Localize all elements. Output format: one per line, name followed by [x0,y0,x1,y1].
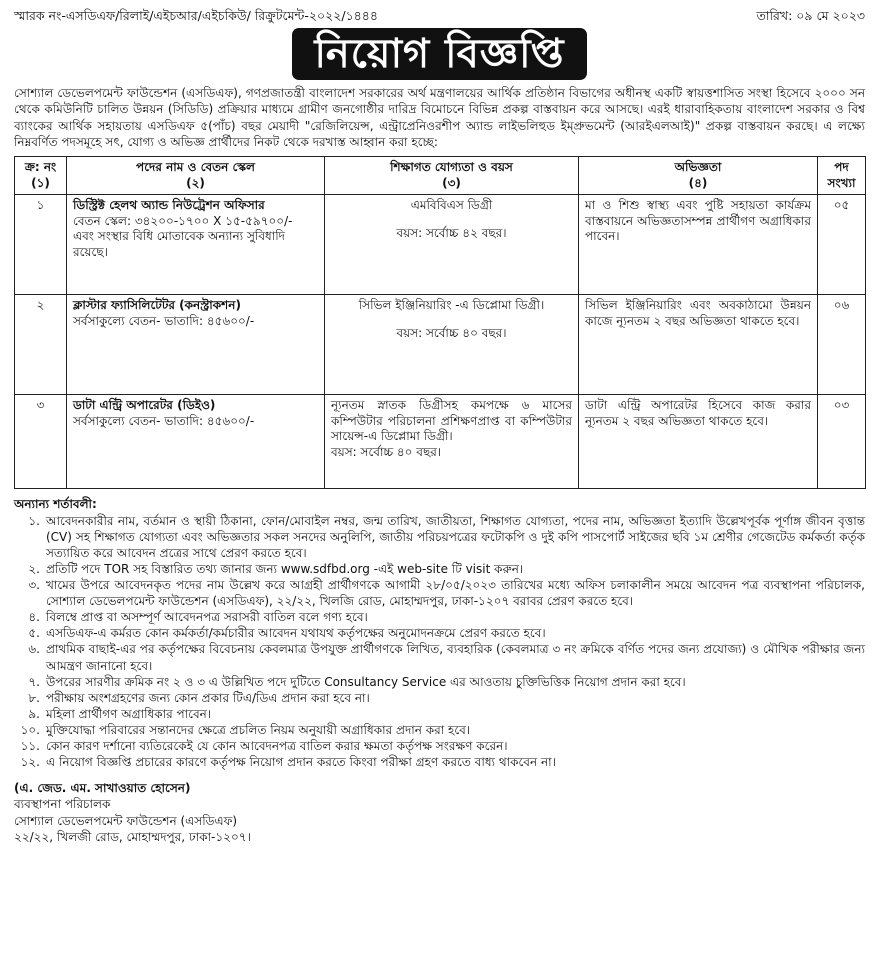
list-item: ৭. উপরের সারণীর ক্রমিক নং ২ ও ৩ এ উল্লিখিত পদে দুটিতে Consultancy Service এর আওতায় চুক্তিভিত্তিক নিয়োগ প্রদান করা হবে। [28,674,686,689]
post-name: ডাটা এন্ট্রি অপারেটর (ডিইও) [73,398,216,413]
post-count-cell: ০৬ [818,295,866,395]
list-item: ১২. এ নিয়োগ বিজ্ঞপ্তি প্রচারের কারণে কর্তৃপক্ষ নিয়োগ প্রদান করতে কিংবা পরীক্ষা গ্রহণ করতে বাধ্য থাকবেন না। [20,754,556,769]
post-count-cell: ০৫ [818,195,866,295]
education-cell [325,395,579,489]
list-item: ২. প্রতিটি পদে TOR সহ বিস্তারিত তথ্য জানার জন্য www.sdfbd.org -এই web-site টি visit করুন। [28,562,524,577]
experience-cell: ডাটা এন্ট্রি অপারেটর হিসেবে কাজ করার ন্যূনতম ২ বছর অভিজ্ঞতা থাকতে হবে। [579,395,818,489]
age-limit: বয়স: সর্বোচ্চ ৪২ বছর। [396,225,507,240]
list-item: ১১. কোন কারণ দর্শানো ব্যতিরেকেই যে কোন আবেদনপত্র বাতিল করার ক্ষমতা কর্তৃপক্ষ সংরক্ষণ করেন। [20,738,508,753]
job-circular [14,8,865,845]
intro-paragraph: সোশ্যাল ডেভেলপমেন্ট ফাউন্ডেশন (এসডিএফ), গণপ্রজাতন্ত্রী বাংলাদেশ সরকারের অর্থ মন্ত্রণালয়ের আর্থিক প্রতিষ্ঠান বিভাগের অধীনস্থ একটি স্বায়ত্তশাসিত সংস্থা হিসেবে ২০০০ সন থেকে কমিউনিটি চালিত উন্নয়ন (সিডিডি) প্রক্রিয়ার মাধ্যমে গ্রামীণ জনগোষ্ঠীর দারিদ্র বিমোচনে বিভিন্ন প্রকল্প বাস্তবায়ন করে আসছে। এরই ধারাবাহিকতায় বাংলাদেশ সরকার ও বিশ্ব ব্যাংকের আর্থিক সহায়তায় এসডিএফ ৫(পাঁচ) বছর মেয়াদী "রেজিলিয়েন্স, এন্ট্রাপ্রেনিওরশীপ অ্যান্ড লাইভলিহুড ইম্প্রুভমেন্ট (আরইএলআই)" প্রকল্প বাস্তবায়ন করছে। এ লক্ষ্যে নিম্নবর্ণিত পদসমূহে সৎ, যোগ্য ও অভিজ্ঞ প্রার্থীদের নিকট থেকে দরখাস্ত আহ্বান করা হচ্ছে: [14,86,865,149]
signature-block [14,780,865,845]
education: সিভিল ইঞ্জিনিয়ারিং -এ ডিপ্লোমা ডিগ্রী। [358,298,545,313]
reference-number: স্মারক নং-এসডিএফ/রিলাই/এইচআর/এইচকিউ/ রিক্রুটমেন্ট-২০২২/১৪৪৪ [14,8,379,23]
education-cell [325,195,579,295]
posts-table [14,156,866,489]
issue-date: তারিখ: ০৯ মে ২০২৩ [756,8,865,23]
list-item: ৬. প্রাথমিক বাছাই-এর পর কর্তৃপক্ষের বিবেচনায় কেবলমাত্র উপযুক্ত প্রার্থীগণকে লিখিত, ব্যবহারিক (কেবলমাত্র ৩ নং ক্রমিকে বর্ণিত পদের জন্য প্রযোজ্য) ও মৌখিক পরীক্ষার জন্য আমন্ত্রণ জানানো হবে। [28,642,865,673]
serial-cell: ২ [15,295,67,395]
list-item: ৪. বিলম্বে প্রাপ্ত বা অসম্পূর্ণ আবেদনপত্র সরাসরী বাতিল বলে গণ্য হবে। [28,610,368,625]
table-row [15,395,866,489]
header-line [14,8,865,24]
signatory-designation: ব্যবস্থাপনা পরিচালক [14,797,111,812]
conditions-title: অন্যান্য শর্তাবলী: [14,497,97,512]
post-count-cell: ০৩ [818,395,866,489]
organization-address: ২২/২২, খিলজী রোড, মোহাম্মদপুর, ঢাকা-১২০৭। [14,829,251,844]
post-cell [67,195,325,295]
list-item: ৩. খামের উপরে আবেদনকৃত পদের নাম উল্লেখ করে আগ্রহী প্রার্থীগণকে আগামী ২৮/০৫/২০২৩ তারিখের মধ্যে অফিস চলাকালীন সময়ে আবেদন পত্র ব্যবস্থাপনা পরিচালক, সোশ্যাল ডেভেলপমেন্ট ফাউন্ডেশন (এসডিএফ), ২২/২২, খিলজি রোড, মোহাম্মদপুর, ঢাকা-১২০৭ বরাবর প্রেরণ করতে হবে। [28,578,865,609]
post-name: ক্লাস্টার ফ্যাসিলিটেটর (কনস্ট্রাকশন) [73,298,241,313]
conditions-list [14,513,865,770]
list-item: ৮. পরীক্ষায় অংশগ্রহণের জন্য কোন প্রকার টিএ/ডিএ প্রদান করা হবে না। [28,690,370,705]
age-limit: বয়স: সর্বোচ্চ ৪০ বছর। [396,325,507,340]
col-serial-header: ক্র: নং (১) [15,157,67,195]
title-area [14,28,865,80]
table-row [15,195,866,295]
signatory-name: (এ. জেড. এম. সাখাওয়াত হোসেন) [14,781,191,796]
serial-cell: ১ [15,195,67,295]
salary: সর্বসাকুল্যে বেতন- ভাতাদি: ৪৫৬০০/- [73,413,255,428]
salary-note: এবং সংস্থার বিধি মোতাবেক অন্যান্য সুবিধাদি রয়েছে। [73,229,285,259]
age-limit: বয়স: সর্বোচ্চ ৪০ বছর। [331,444,442,459]
post-cell [67,395,325,489]
education: এমবিবিএস ডিগ্রী [410,198,493,213]
organization-name: সোশ্যাল ডেভেলপমেন্ট ফাউন্ডেশন (এসডিএফ) [14,813,238,828]
education-cell [325,295,579,395]
experience-cell: সিভিল ইঞ্জিনিয়ারিং এবং অবকাঠামো উন্নয়ন কাজে ন্যূনতম ২ বছর অভিজ্ঞতা থাকতে হবে। [579,295,818,395]
list-item: ১. আবেদনকারীর নাম, বর্তমান ও স্থায়ী ঠিকানা, ফোন/মোবাইল নম্বর, জন্ম তারিখ, জাতীয়তা, শিক্ষাগত যোগ্যতা, পদের নাম, অভিজ্ঞতা ইত্যাদি উল্লেখপূর্বক পূর্ণাঙ্গ জীবন বৃত্তান্ত (CV) সহ শিক্ষাগত যোগ্যতা এবং অভিজ্ঞতার সকল সনদের অনুলিপি, জাতীয় পরিচয়পত্রের ফটোকপি ও দুই কপি পাসপোর্ট সাইজের ছবি ১ম শ্রেণীর গেজেটেড কর্মকর্তা কর্তৃক সত্যায়িত করে আবেদন প্রত্রের সাথে প্রেরণ করতে হবে। [28,513,865,560]
salary: সর্বসাকুল্যে বেতন- ভাতাদি: ৪৫৬০০/- [73,313,255,328]
col-experience-header: অভিজ্ঞতা (৪) [579,157,818,195]
table-row [15,295,866,395]
post-cell [67,295,325,395]
education: ন্যূনতম স্নাতক ডিগ্রীসহ কমপক্ষে ৬ মাসের কম্পিউটার পরিচালনা প্রশিক্ষণপ্রাপ্ত বা কম্পিউটার সায়েন্স-এ ডিপ্লোমা ডিগ্রী। [331,398,572,444]
table-header-row [15,157,866,195]
list-item: ৫. এসডিএফ-এ কর্মরত কোন কর্মকর্তা/কর্মচারীর আবেদন যথাযথ কর্তৃপক্ষের অনুমোদনক্রমে প্রেরণ করতে হবে। [28,626,546,641]
page-title: নিয়োগ বিজ্ঞপ্তি [292,28,586,80]
salary: বেতন স্কেল: ৩৪২০০-১৭০০ X ১৫-৫৯৭০০/- [73,213,293,228]
col-post-header: পদের নাম ও বেতন স্কেল (২) [67,157,325,195]
col-count-header: পদ সংখ্যা [818,157,866,195]
list-item: ৯. মহিলা প্রার্থীগণ অগ্রাধিকার পাবেন। [28,706,212,721]
experience-cell: মা ও শিশু স্বাস্থ্য এবং পুষ্টি সহায়তা কার্যক্রম বাস্তবায়নে অভিজ্ঞতাসম্পন্ন প্রার্থীগণ অগ্রাধিকার পাবেন। [579,195,818,295]
list-item: ১০. মুক্তিযোদ্ধা পরিবারের সন্তানদের ক্ষেত্রে প্রচলিত নিয়ম অনুযায়ী অগ্রাধিকার প্রদান করা হবে। [20,722,471,737]
post-name: ডিস্ট্রিক্ট হেলথ অ্যান্ড নিউট্রেশন অফিসার [73,198,265,213]
serial-cell: ৩ [15,395,67,489]
col-education-header: শিক্ষাগত যোগ্যতা ও বয়স (৩) [325,157,579,195]
